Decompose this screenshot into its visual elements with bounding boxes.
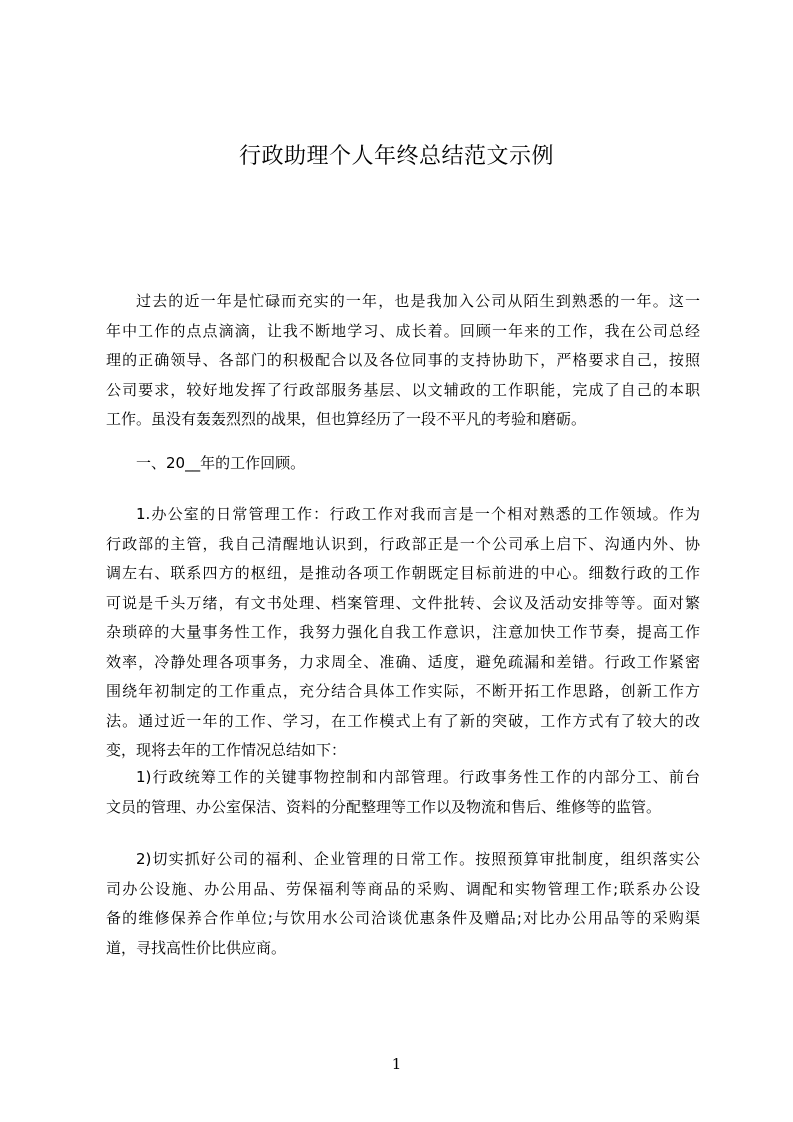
paragraph-line: 2)切实抓好公司的福利、企业管理的日常工作。按照预算审批制度，组织落实公 <box>136 850 700 868</box>
paragraph-line: 1)行政统筹工作的关键事物控制和内部管理。行政事务性工作的内部分工、前台 <box>136 768 700 786</box>
paragraph-line: 变，现将去年的工作情况总结如下： <box>106 741 347 759</box>
paragraph-line: 工作。虽没有轰轰烈烈的战果，但也算经历了一段不平凡的考验和磨砺。 <box>106 410 587 428</box>
item2-paragraph <box>106 845 700 963</box>
paragraph-line: 杂琐碎的大量事务性工作，我努力强化自我工作意识，注意加快工作节奏，提高工作 <box>106 623 700 641</box>
intro-paragraph <box>106 287 700 435</box>
section-heading: 一、20__年的工作回顾。 <box>136 454 306 472</box>
document-title: 行政助理个人年终总结范文示例 <box>238 144 554 169</box>
paragraph-line: 司办公设施、办公用品、劳保福利等商品的采购、调配和实物管理工作;联系办公设 <box>106 879 700 898</box>
paragraph-line: 文员的管理、办公室保洁、资料的分配整理等工作以及物流和售后、维修等的监管。 <box>106 797 662 816</box>
paragraph-line: 备的维修保养合作单位;与饮用水公司洽谈优惠条件及赠品;对比办公用品等的采购渠 <box>106 909 700 927</box>
paragraph-line: 1.办公室的日常管理工作：行政工作对我而言是一个相对熟悉的工作领域。作为 <box>136 505 700 523</box>
paragraph-line: 行政部的主管，我自己清醒地认识到，行政部正是一个公司承上启下、沟通内外、协 <box>106 534 700 553</box>
paragraph-line: 调左右、联系四方的枢纽，是推动各项工作朝既定目标前进的中心。细数行政的工作 <box>106 564 700 582</box>
paragraph-line: 围绕年初制定的工作重点，充分结合具体工作实际，不断开拓工作思路，创新工作方 <box>106 682 700 700</box>
paragraph-line: 过去的近一年是忙碌而充实的一年，也是我加入公司从陌生到熟悉的一年。这一 <box>136 292 700 310</box>
paragraph-line: 理的正确领导、各部门的积极配合以及各位同事的支持协助下，严格要求自己，按照 <box>106 351 700 369</box>
page-number: 1 <box>391 1055 402 1073</box>
paragraph-line: 效率，冷静处理各项事务，力求周全、准确、适度，避免疏漏和差错。行政工作紧密 <box>106 652 700 671</box>
item1-paragraph <box>106 763 700 822</box>
paragraph-line: 道，寻找高性价比供应商。 <box>106 938 287 957</box>
paragraph-line: 公司要求，较好地发挥了行政部服务基层、以文辅政的工作职能，完成了自己的本职 <box>106 380 700 399</box>
paragraph-line: 法。通过近一年的工作、学习，在工作模式上有了新的突破，工作方式有了较大的改 <box>106 711 700 730</box>
paragraph-line: 年中工作的点点滴滴，让我不断地学习、成长着。回顾一年来的工作，我在公司总经 <box>106 321 700 340</box>
paragraph-line: 可说是千头万绪，有文书处理、档案管理、文件批转、会议及活动安排等等。面对繁 <box>106 593 700 612</box>
section1-paragraph <box>106 500 700 766</box>
